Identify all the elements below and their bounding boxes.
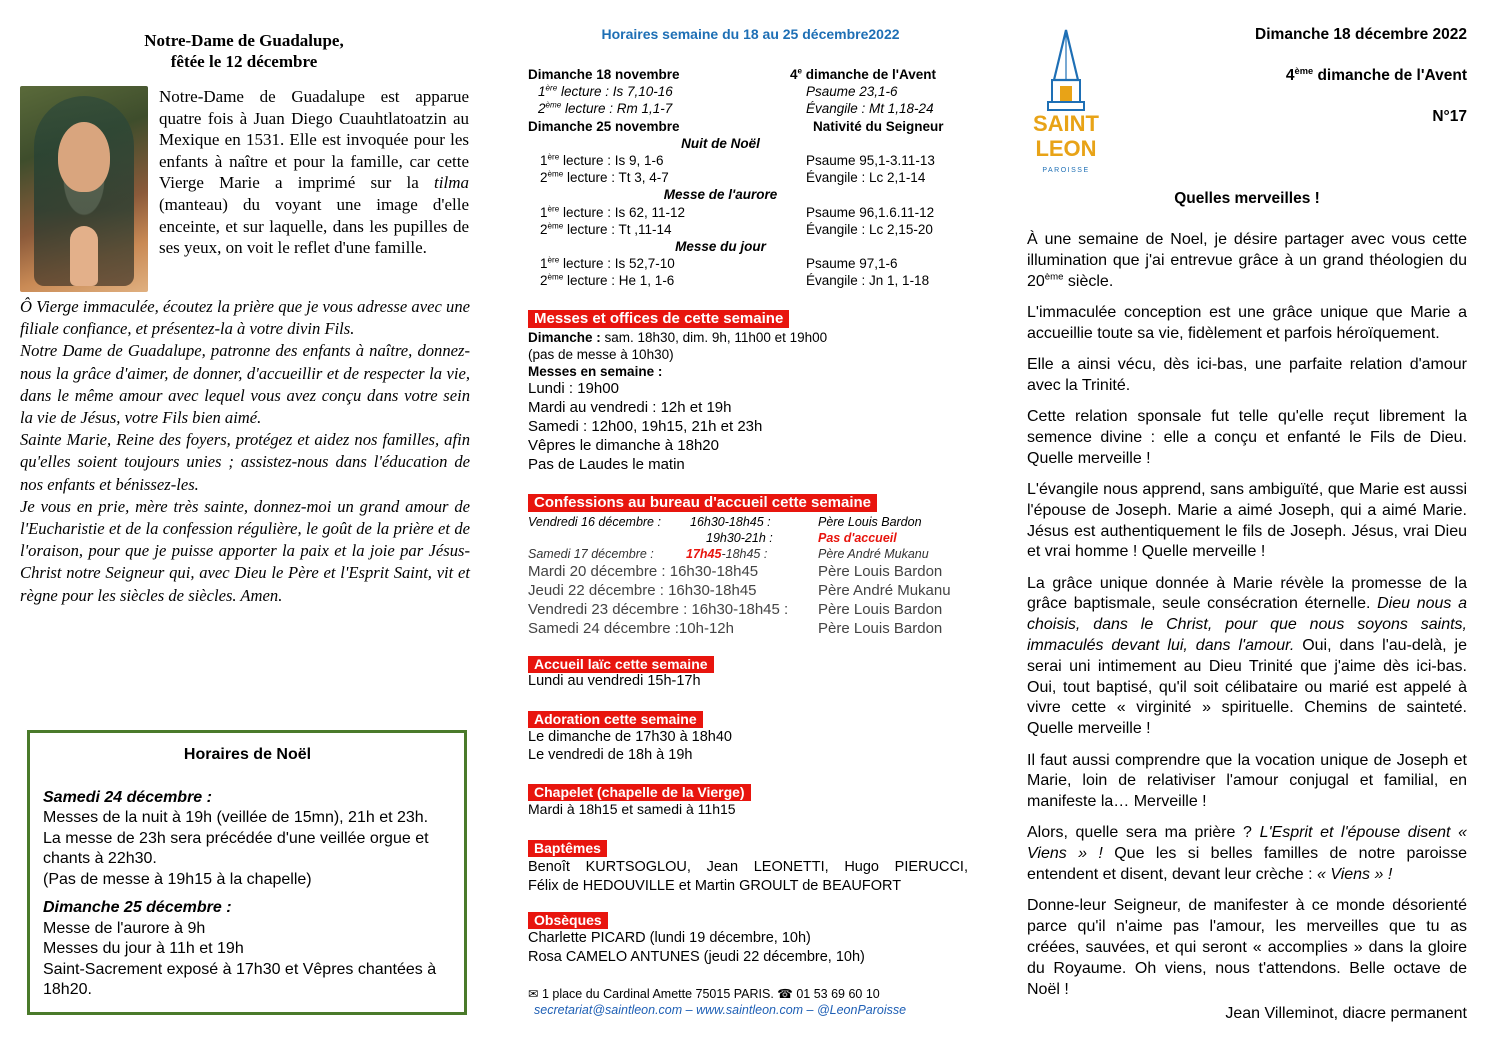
noel-sun-label: Dimanche 25 décembre : bbox=[43, 899, 232, 916]
prayer bbox=[18, 296, 470, 607]
prayer-para: Ô Vierge immaculée, écoutez la prière que je vous adresse avec une filiale confiance, et présentez-la à votre divin Fils. bbox=[20, 297, 470, 339]
obseques-section bbox=[528, 912, 973, 967]
guadalupe-image bbox=[20, 86, 148, 292]
section-header: Chapelet (chapelle de la Vierge) bbox=[528, 784, 751, 801]
editorial-para: Il faut aussi comprendre que la vocation unique de Joseph et Marie, loin de relativiser l'amour conjugal et familial, en manifeste la… Merveille ! bbox=[1027, 751, 1467, 811]
editorial-para: Alors, quelle sera ma prière ? L'Esprit et l'épouse disent « Viens » ! Que les si belles familles de notre paroisse entendent et disent, devant leur crèche : « Viens » ! bbox=[1027, 824, 1468, 884]
editorial-para: L'immaculée conception est une grâce unique que Marie a accueillie toute sa vie, fidèlement et parfois héroïquement. bbox=[1027, 303, 1467, 342]
mass-title: Nuit de Noël bbox=[681, 135, 760, 151]
intro-text: Notre-Dame de Guadalupe est apparue quatre fois à Juan Diego Cuauhtlatoatzin au Mexique en 1531. Elle est invoquée pour les enfants à naître et pour la famille, car cette Vierge Marie a imprimé sur la tilma (manteau) du voyant une image d'elle enceinte, et sur laquelle, dans les pupilles de ses yeux, on voit le reflet d'une famille. bbox=[159, 87, 469, 258]
baptemes-line: Félix de HEDOUVILLE et Martin GROULT de BEAUFORT bbox=[528, 878, 902, 895]
reading: 2ème lecture : Tt ,11-14 bbox=[540, 221, 672, 237]
prayer-para: Je vous en prie, mère très sainte, donnez-moi un grand amour de l'Eucharistie et de la confession régulière, le goût de la prière et de l'oraison, pour que je puisse apporter la paix et la joie par Jésus-Christ notre Seigneur qui, avec Dieu le Père et l'Esprit Saint, vit et règne pour les siècles de siècles. Amen. bbox=[20, 496, 470, 605]
adoration-line: Le dimanche de 17h30 à 18h40 bbox=[528, 729, 732, 746]
reading: 2ème lecture : Rm 1,1-7 bbox=[538, 100, 673, 117]
editorial-para: L'évangile nous apprend, sans ambiguïté, que Marie est aussi l'épouse de Joseph. Marie a aimé Joseph, qui a aimé Marie. Jésus est authentiquement le fils de Joseph. Jésus, vrai Dieu et vrai homme ! Quelle merveille ! bbox=[1027, 480, 1467, 561]
editorial-para: Elle a ainsi vécu, dès ici-bas, une parfaite relation d'amour avec la Trinité. bbox=[1027, 355, 1467, 394]
signature: Jean Villeminot, diacre permanent bbox=[1225, 1005, 1467, 1023]
noel-line: Messes de la nuit à 19h (veillée de 15mn), 21h et 23h. bbox=[43, 809, 429, 826]
chapelet-section bbox=[528, 784, 973, 818]
reading: Évangile : Mt 1,18-24 bbox=[806, 101, 934, 117]
mass-title: Messe de l'aurore bbox=[663, 187, 778, 203]
reading-feast: 4e dimanche de l'Avent bbox=[790, 66, 937, 82]
noel-schedule-box bbox=[27, 730, 467, 1015]
section-header: Confessions au bureau d'accueil cette semaine bbox=[528, 494, 877, 512]
noel-line: Messes du jour à 11h et 19h bbox=[43, 940, 244, 957]
messes-line: Mardi au vendredi : 12h et 19h bbox=[528, 399, 732, 417]
noel-title: Horaires de Noël bbox=[183, 746, 312, 763]
noel-line: Messe de l'aurore à 9h bbox=[43, 919, 206, 937]
column-guadalupe bbox=[18, 0, 470, 607]
editorial-para: À une semaine de Noel, je désire partager avec vous cette illumination que j'ai entrevue grâce à un grand théologien du 20ème siècle. bbox=[1027, 231, 1467, 290]
reading: 1ère lecture : Is 62, 11-12 bbox=[540, 204, 686, 220]
chapelet-line: Mardi à 18h15 et samedi à 11h15 bbox=[528, 801, 736, 818]
guadalupe-intro bbox=[18, 86, 470, 296]
reading: Psaume 97,1-6 bbox=[806, 256, 898, 272]
editorial-para: La grâce unique donnée à Marie révèle la promesse de la grâce baptismale, seule consécration éternelle. Dieu nous a choisis, dans le Christ, pour que nous soyons saints, immaculés devant lui, dans l'amour. Oui, dans l'au-delà, je serai uni intimement au Dieu Trinité que j'aime dès ici-bas. Oui, tout baptisé, qu'il soit célibataire ou marié est appelé à vivre cette « virginité » spirituelle. Chemins de sainteté. Quelle merveille ! bbox=[1027, 574, 1467, 738]
reading: Évangile : Lc 2,1-14 bbox=[806, 170, 926, 186]
mass-title: Messe du jour bbox=[675, 238, 766, 254]
issue-liturgy: 4ème dimanche de l'Avent bbox=[1285, 65, 1467, 84]
messes-label: Messes en semaine : bbox=[528, 364, 663, 380]
section-header: Baptêmes bbox=[528, 840, 607, 857]
messes-line: (pas de messe à 10h30) bbox=[528, 347, 674, 362]
obseques-line: Charlette PICARD (lundi 19 décembre, 10h) bbox=[528, 930, 811, 947]
baptemes-line: Benoît KURTSOGLOU, Jean LEONETTI, Hugo PIERUCCI, bbox=[528, 859, 968, 876]
saint-leon-logo bbox=[1030, 28, 1102, 178]
reading-day: Dimanche 25 novembre bbox=[528, 118, 680, 134]
messes-line: Pas de Laudes le matin bbox=[528, 455, 685, 473]
readings bbox=[528, 66, 973, 289]
accueil-section bbox=[528, 656, 973, 690]
logo-paroisse: PAROISSE bbox=[1042, 167, 1090, 174]
messes-line: Lundi : 19h00 bbox=[528, 380, 619, 398]
reading: Évangile : Jn 1, 1-18 bbox=[806, 273, 930, 289]
reading: 2ème lecture : He 1, 1-6 bbox=[540, 272, 675, 289]
title-line-1: Notre-Dame de Guadalupe, bbox=[144, 31, 344, 50]
messes-line: Vêpres le dimanche à 18h20 bbox=[528, 436, 719, 454]
adoration-line: Le vendredi de 18h à 19h bbox=[528, 747, 693, 764]
confessions-section: Confessions au bureau d'accueil cette semaine Vendredi 16 décembre : 16h30-18h45 : Père Louis Bardon 19h30-21h : Pas d'accueil Samedi 17 décembre : 17h45-18h45 : Père André Mukanu Mardi 20 décembre : 16h30-18h45 Père Louis Bardon Jeudi 22 décembre : 16h30-18h45 Père André Mukanu Vendredi 23 décembre : 16h30-18h45 : Père Louis Bardon Samedi 24 décembre :10h-12h Père Louis Bardon bbox=[528, 494, 951, 637]
prayer-para: Notre Dame de Guadalupe, patronne des enfants à naître, donnez-nous la grâce d'aimer, de donner, d'accueillir et de respecter la vie, dans le même amour avec lequel vous avez conçu dans votre sein la vie de Jésus, votre Fils bien aimé. bbox=[20, 341, 470, 428]
reading: Psaume 96,1.6.11-12 bbox=[806, 204, 935, 220]
messes-section: Messes et offices de cette semaine Dimanche : sam. 18h30, dim. 9h, 11h00 et 19h00 (pas de messe à 10h30) Messes en semaine : Lundi : 19h00 Mardi au vendredi : 12h et 19h Samedi : 12h00, 19h15, 21h et 23h Vêpres le dimanche à 18h20 Pas de Laudes le matin bbox=[528, 310, 973, 474]
noel-line: (Pas de messe à 19h15 à la chapelle) bbox=[43, 870, 312, 888]
editorial-para: Cette relation sponsale fut telle qu'elle reçut librement la semence divine : elle a conçu et enfanté le Fils de Dieu. Quelle merveille ! bbox=[1027, 408, 1467, 467]
reading: 1ère lecture : Is 9, 1-6 bbox=[540, 152, 664, 168]
issue-number: N°17 bbox=[1432, 108, 1467, 125]
editorial-title: Quelles merveilles ! bbox=[1174, 190, 1320, 207]
issue-date: Dimanche 18 décembre 2022 bbox=[1255, 26, 1467, 43]
accueil-line: Lundi au vendredi 15h-17h bbox=[528, 673, 701, 690]
reading: Psaume 95,1-3.11-13 bbox=[806, 152, 935, 168]
editorial-para: Donne-leur Seigneur, de manifester à ce monde désorienté parce qu'il n'aime pas l'amour, les merveilles que tu as créées, sauvées, et qui seront « accomplies » dans la gloire du Royaume. Oh viens, nous t'attendons. Belle octave de Noël ! bbox=[1027, 897, 1467, 998]
noel-sat-label: Samedi 24 décembre : bbox=[43, 788, 212, 806]
section-header: Messes et offices de cette semaine bbox=[528, 310, 789, 328]
reading: 2ème lecture : Tt 3, 4-7 bbox=[540, 169, 669, 186]
logo-leon: LEON bbox=[1035, 136, 1097, 161]
section-header: Accueil laïc cette semaine bbox=[528, 656, 714, 673]
section-header: Adoration cette semaine bbox=[528, 711, 703, 728]
editorial-body bbox=[1027, 230, 1467, 1036]
section-header: Obsèques bbox=[528, 912, 608, 929]
baptemes-section bbox=[528, 840, 973, 896]
noel-line: La messe de 23h sera précédée d'une veillée orgue et chants à 22h30. bbox=[43, 829, 429, 867]
contact-info bbox=[528, 986, 973, 1018]
noel-line: Saint-Sacrement exposé à 17h30 et Vêpres chantées à 18h20. bbox=[43, 960, 437, 998]
logo-saint: SAINT bbox=[1033, 111, 1099, 136]
guadalupe-title bbox=[18, 30, 470, 72]
messes-line: Samedi : 12h00, 19h15, 21h et 23h bbox=[528, 418, 763, 435]
reading: Psaume 23,1-6 bbox=[806, 84, 898, 100]
reading: Évangile : Lc 2,15-20 bbox=[806, 221, 933, 237]
adoration-section bbox=[528, 711, 973, 764]
reading: 1ère lecture : Is 52,7-10 bbox=[540, 255, 675, 272]
address: ✉ 1 place du Cardinal Amette 75015 PARIS. ☎ 01 53 69 60 10 bbox=[528, 987, 880, 1001]
reading: 1ère lecture : Is 7,10-16 bbox=[538, 83, 673, 100]
prayer-para: Sainte Marie, Reine des foyers, protégez et aidez nos familles, afin qu'elles soient toujours unies ; assistez-nous dans l'éducation de nos enfants et bénissez-les. bbox=[20, 430, 470, 494]
reading-feast: Nativité du Seigneur bbox=[813, 118, 944, 134]
reading-day: Dimanche 18 novembre bbox=[528, 67, 680, 82]
contact-links[interactable]: secretariat@saintleon.com – www.saintleon.com – @LeonParoisse bbox=[534, 1003, 907, 1017]
title-line-2: fêtée le 12 décembre bbox=[170, 52, 318, 71]
schedule-title: Horaires semaine du 18 au 25 décembre2022 bbox=[601, 26, 900, 42]
obseques-line: Rosa CAMELO ANTUNES (jeudi 22 décembre, 10h) bbox=[528, 949, 865, 966]
